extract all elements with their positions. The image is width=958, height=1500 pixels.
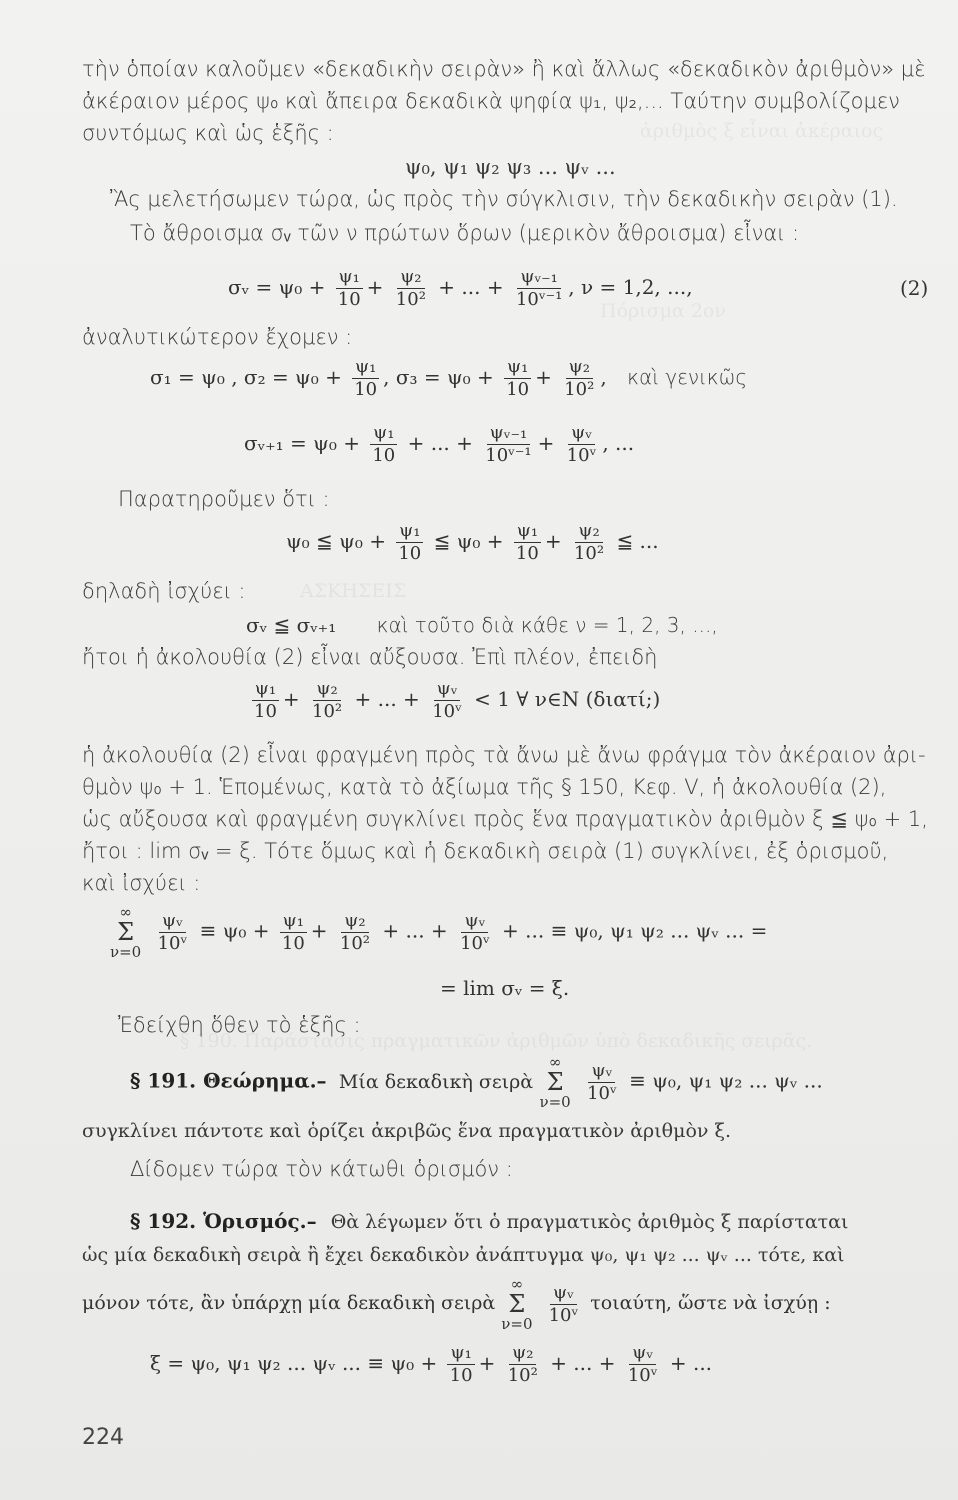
text-line: Δίδομεν τώρα τὸν κάτωθι ὁρισμόν : (130, 1157, 513, 1181)
text-line: δηλαδὴ ἰσχύει : (82, 579, 246, 603)
text-line: Τὸ ἄθροισμα σᵥ τῶν ν πρώτων ὅρων (μερικὸν ἄθροισμα) εἶναι : (130, 221, 800, 245)
text-line: ἤτοι ἡ ἀκολουθία (2) εἶναι αὔξουσα. Ἐπὶ πλέον, ἐπειδὴ (82, 645, 658, 669)
book-page: ἀριθμὸς ξ εἶναι ἀκέραιος Πόρισμα 2ον ΑΣΚΗΣΕΙΣ § 190. Παράστασις πραγματικῶν ἀριθμῶν ὑπὸ δεκαδικῆς σειρᾶς. τὴν ὁποίαν καλοῦμεν «δεκαδικὴν σειρὰν» ἢ καὶ ἄλλως «δεκαδικὸν ἀριθμὸν» μὲ ἀκέραιον μέρος ψ₀ καὶ ἄπειρα δεκαδικὰ ψηφία ψ₁, ψ₂,... Ταύτην συμβολίζομεν συντόμως καὶ ὡς ἑξῆς : ψ₀, ψ₁ ψ₂ ψ₃ ... ψᵥ ... Ἂς μελετήσωμεν τώρα, ὡς πρὸς τὴν σύγκλισιν, τὴν δεκαδικὴν σειρὰν (1). Τὸ ἄθροισμα σᵥ τῶν ν πρώτων ὅρων (μερικὸν ἄθροισμα) εἶναι : σᵥ = ψ₀ + $\frac{\text{ψ₁}}{10}$ + $\frac{\text{ψ₂}}{\text{10²}}$ + ... + $\frac{\text{ψᵥ₋₁}}{\text{10ᵛ⁻¹}}$ , ν = 1,2, ..., (2) ἀναλυτικώτερον ἔχομεν : σ₁ = ψ₀ , σ₂ = ψ₀ + $\frac{\text{ψ₁}}{10}$ , σ₃ = ψ₀ + $\frac{\text{ψ₁}}{10}$ + $\frac{\text{ψ₂}}{\text{10²}}$ , καὶ γενικῶς σᵥ₊₁ = ψ₀ + $\frac{\text{ψ₁}}{10}$ + ... + $\frac{\text{ψᵥ₋₁}}{\text{10ᵛ⁻¹}}$ + $\frac{\text{ψᵥ}}{\text{10ᵛ}}$ , ... Παρατηροῦμεν ὅτι : ψ₀ ≦ ψ₀ + $\frac{\text{ψ₁}}{10}$ ≦ ψ₀ + $\frac{\text{ψ₁}}{10}$ + $\frac{\text{ψ₂}}{\text{10²}}$ ≦ ... δηλαδὴ ἰσχύει : σᵥ ≦ σᵥ₊₁ καὶ τοῦτο διὰ κάθε ν = 1, 2, 3, ..., ἤτοι ἡ ἀκολουθία (2) εἶναι αὔξουσα. Ἐπὶ πλέον, ἐπειδὴ $\frac{\text{ψ₁}}{10}$ + $\frac{\text{ψ₂}}{\text{10²}}$ + ... + $\frac{\text{ψᵥ}}{\text{10ᵛ}}$ < 1 ∀ ν∈N (διατί;) ἡ ἀκολουθία (2) εἶναι φραγμένη πρὸς τὰ ἄνω μὲ ἄνω φράγμα τὸν ἀκέραιον ἀρι- θμὸν ψ₀ + 1. Ἑπομένως, κατὰ τὸ ἀξίωμα τῆς § 150, Κεφ. V, ἡ ἀκολουθία (2), ὡς αὔξουσα καὶ φραγμένη συγκλίνει πρὸς ἕνα πραγματικὸν ἀριθμὸν ξ ≦ ψ₀ + 1, ἤτοι : lim σᵥ = ξ. Τότε ὅμως καὶ ἡ δεκαδικὴ σειρὰ (1) συγκλίνει, ἐξ ὁρισμοῦ, καὶ ἰσχύει : ∞ Σ ν=0 $\frac{\text{ψᵥ}}{\text{10ᵛ}}$ ≡ ψ₀ + $\frac{\text{ψ₁}}{10}$ + $\frac{\text{ψ₂}}{\text{10²}}$ + ... + $\frac{\text{ψᵥ}}{\text{10ᵛ}}$ + ... ≡ ψ₀, ψ₁ ψ₂ ... ψᵥ ... = = lim σᵥ = ξ. Ἐδείχθη ὅθεν τὸ ἑξῆς : § 191. Θεώρημα.– Μία δεκαδικὴ σειρὰ ∞ Σ ν=0 $\frac{\text{ψᵥ}}{\text{10ᵛ}}$ ≡ ψ₀, ψ₁ ψ₂ ... ψᵥ ... συγκλίνει πάντοτε καὶ ὁρίζει ἀκριβῶς ἕνα πραγματικὸν ἀριθμὸν ξ. Δίδομεν τώρα τὸν κάτωθι ὁρισμόν : § 192. Ὁρισμός.– Θὰ λέγωμεν ὅτι ὁ πραγματικὸς ἀριθμὸς ξ παρίσταται ὡς μία δεκαδικὴ σειρὰ ἢ ἔχει δεκαδικὸν ἀνάπτυγμα ψ₀, ψ₁ ψ₂ ... ψᵥ ... τότε, καὶ μόνον τότε, ἂν ὑπάρχῃ μία δεκαδικὴ σειρὰ ∞ Σ ν=0 $\frac{\text{ψᵥ}}{\text{10ᵛ}}$ τοιαύτη, ὥστε νὰ ἰσχύῃ : ξ = ψ₀, ψ₁ ψ₂ ... ψᵥ ... ≡ ψ₀ + $\frac{\text{ψ₁}}{10}$ + $\frac{\text{ψ₂}}{\text{10²}}$ + ... + $\frac{\text{ψᵥ}}{\text{10ᵛ}}$ + ... 224 (0, 0, 958, 1500)
text-line: Ἂς μελετήσωμεν τώρα, ὡς πρὸς τὴν σύγκλισιν, τὴν δεκαδικὴν σειρὰν (1). (110, 187, 898, 211)
theorem-191: § 191. Θεώρημα.– Μία δεκαδικὴ σειρὰ ∞ Σ ν=0 $\frac{\text{ψᵥ}}{\text{10ᵛ}}$ ≡ ψ₀, ψ₁ ψ₂ ... ψᵥ ... (130, 1053, 823, 1111)
text-line: Ἐδείχθη ὅθεν τὸ ἑξῆς : (118, 1013, 361, 1037)
series-sum-equation: ∞ Σ ν=0 $\frac{\text{ψᵥ}}{\text{10ᵛ}}$ ≡ ψ₀ + $\frac{\text{ψ₁}}{10}$ + $\frac{\text{ψ₂}}{\text{10²}}$ + ... + $\frac{\text{ψᵥ}}{\text{10ᵛ}}$ + ... ≡ ψ₀, ψ₁ ψ₂ ... ψᵥ ... = (110, 903, 768, 961)
text-line: συντόμως καὶ ὡς ἑξῆς : (82, 121, 334, 145)
equation-tag: (2) (900, 276, 929, 300)
text-line: ἀναλυτικώτερον ἔχομεν : (82, 325, 353, 349)
equation-2: σᵥ = ψ₀ + $\frac{\text{ψ₁}}{10}$ + $\frac{\text{ψ₂}}{\text{10²}}$ + ... + $\frac{\text{ψᵥ₋₁}}{\text{10ᵛ⁻¹}}$ , ν = 1,2, ..., (228, 266, 693, 310)
inequality-chain: ψ₀ ≦ ψ₀ + $\frac{\text{ψ₁}}{10}$ ≦ ψ₀ + $\frac{\text{ψ₁}}{10}$ + $\frac{\text{ψ₂}}{\text{10²}}$ ≦ ... (286, 520, 659, 564)
text-line: ἀκέραιον μέρος ψ₀ καὶ ἄπειρα δεκαδικὰ ψηφία ψ₁, ψ₂,... Ταύτην συμβολίζομεν (82, 89, 900, 113)
general-partial-sum-equation: σᵥ₊₁ = ψ₀ + $\frac{\text{ψ₁}}{10}$ + ... + $\frac{\text{ψᵥ₋₁}}{\text{10ᵛ⁻¹}}$ + $\frac{\text{ψᵥ}}{\text{10ᵛ}}$ , ... (244, 422, 635, 466)
text-line: συγκλίνει πάντοτε καὶ ὁρίζει ἀκριβῶς ἕνα πραγματικὸν ἀριθμὸν ξ. (82, 1120, 731, 1142)
text-line: καὶ ἰσχύει : (82, 871, 201, 895)
text-line: Παρατηροῦμεν ὅτι : (118, 487, 330, 511)
xi-expansion-equation: ξ = ψ₀, ψ₁ ψ₂ ... ψᵥ ... ≡ ψ₀ + $\frac{\text{ψ₁}}{10}$ + $\frac{\text{ψ₂}}{\text{10²}}$ + ... + $\frac{\text{ψᵥ}}{\text{10ᵛ}}$ + ... (150, 1342, 713, 1386)
bound-inequality: $\frac{\text{ψ₁}}{10}$ + $\frac{\text{ψ₂}}{\text{10²}}$ + ... + $\frac{\text{ψᵥ}}{\text{10ᵛ}}$ < 1 ∀ ν∈N (διατί;) (248, 678, 660, 723)
text-line: ὡς αὔξουσα καὶ φραγμένη συγκλίνει πρὸς ἕνα πραγματικὸν ἀριθμὸν ξ ≦ ψ₀ + 1, (82, 807, 928, 831)
text-line: θμὸν ψ₀ + 1. Ἑπομένως, κατὰ τὸ ἀξίωμα τῆς § 150, Κεφ. V, ἡ ἀκολουθία (2), (82, 775, 887, 799)
text-line: ὡς μία δεκαδικὴ σειρὰ ἢ ἔχει δεκαδικὸν ἀνάπτυγμα ψ₀, ψ₁ ψ₂ ... ψᵥ ... τότε, καὶ (82, 1244, 845, 1266)
monotonic-statement: σᵥ ≦ σᵥ₊₁ καὶ τοῦτο διὰ κάθε ν = 1, 2, 3, ..., (246, 613, 718, 637)
text-line: ἤτοι : lim σᵥ = ξ. Τότε ὅμως καὶ ἡ δεκαδικὴ σειρὰ (1) συγκλίνει, ἐξ ὁρισμοῦ, (82, 839, 889, 863)
text-line: ἡ ἀκολουθία (2) εἶναι φραγμένη πρὸς τὰ ἄνω μὲ ἄνω φράγμα τὸν ἀκέραιον ἀρι- (82, 743, 926, 767)
decimal-series-notation: ψ₀, ψ₁ ψ₂ ψ₃ ... ψᵥ ... (405, 155, 616, 179)
definition-192: § 192. Ὁρισμός.– Θὰ λέγωμεν ὅτι ὁ πραγματικὸς ἀριθμὸς ξ παρίσταται (130, 1209, 849, 1233)
definition-condition: μόνον τότε, ἂν ὑπάρχῃ μία δεκαδικὴ σειρὰ ∞ Σ ν=0 $\frac{\text{ψᵥ}}{\text{10ᵛ}}$ τοιαύτη, ὥστε νὰ ἰσχύῃ : (82, 1275, 831, 1333)
partial-sums-equation: σ₁ = ψ₀ , σ₂ = ψ₀ + $\frac{\text{ψ₁}}{10}$ , σ₃ = ψ₀ + $\frac{\text{ψ₁}}{10}$ + $\frac{\text{ψ₂}}{\text{10²}}$ , καὶ γενικῶς (150, 356, 748, 400)
limit-equation: = lim σᵥ = ξ. (440, 976, 570, 1000)
text-line: τὴν ὁποίαν καλοῦμεν «δεκαδικὴν σειρὰν» ἢ καὶ ἄλλως «δεκαδικὸν ἀριθμὸν» μὲ (82, 57, 926, 81)
page-number: 224 (82, 1425, 124, 1450)
